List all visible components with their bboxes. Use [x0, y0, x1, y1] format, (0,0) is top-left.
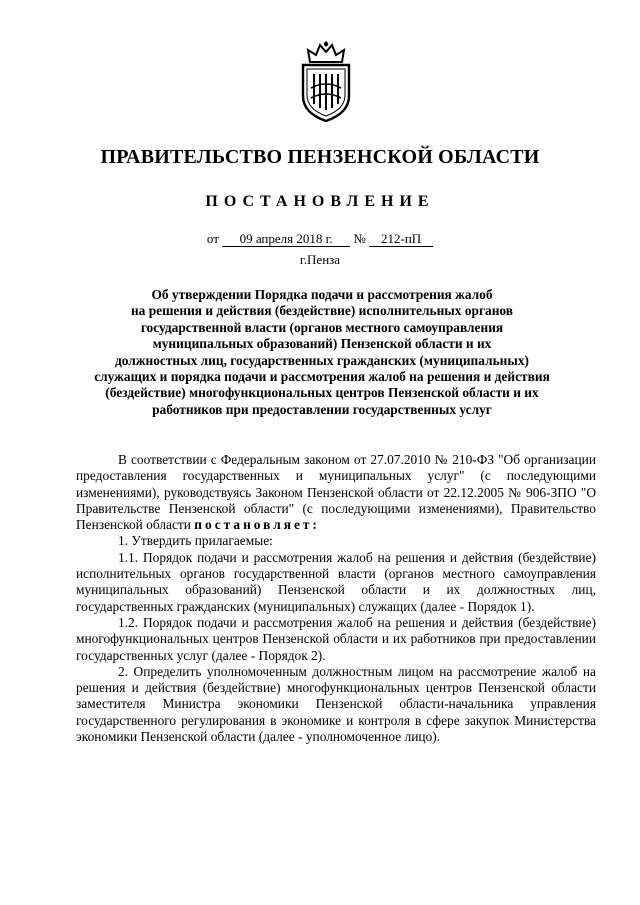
- document-heading: Об утверждении Порядка подачи и рассмотрения жалоб на решения и действия (бездействие) исполнительных органов государственной власти (органов местного самоуправления муниципальных образований) Пензенской области и их должностных лиц, государственных гражданских (муниципальных) служащих и порядка подачи и рассмотрения жалоб на решения и действия (бездействие) многофункциональных центров Пензенской области и их работников при предоставлении государственных услуг: [94, 287, 550, 417]
- document-number: 212-пП: [369, 232, 433, 247]
- number-prefix: №: [353, 231, 366, 246]
- item-1-2: 1.2. Порядок подачи и рассмотрения жалоб на решения и действия (бездействие) многофункциональных центров Пензенской области и их работников при предоставлении государственных услуг (далее - Порядок 2).: [76, 614, 596, 663]
- document-type: ПОСТАНОВЛЕНИЕ: [205, 193, 435, 210]
- document-city: г.Пенза: [299, 252, 341, 267]
- item-2: 2. Определить уполномоченным должностным лицом на рассмотрение жалоб на решения и действия (бездействие) многофункциональных центров Пензенской области заместителя Министра экономики Пензенской области-начальника управления государственного регулирования в экономике и контроля в сфере закупок Министерства экономики Пензенской области (далее - уполномоченное лицо).: [76, 663, 596, 745]
- date-prefix: от: [206, 231, 219, 246]
- decree-word: постановляет:: [194, 517, 320, 533]
- preamble-text: В соответствии с Федеральным законом от 27.07.2010 № 210-ФЗ "Об организации предоставления государственных и муниципальных услуг" (с последующими изменениями), руководствуясь Законом Пензенской области от 22.12.2005 № 906-ЗПО "О Правительстве Пензенской области" (с последующими изменениями), Правительство Пензенской области: [76, 452, 596, 533]
- date-number-line: [0, 231, 640, 247]
- item-1: 1. Утвердить прилагаемые:: [118, 533, 273, 549]
- document-date: 09 апреля 2018 г.: [222, 232, 350, 247]
- preamble-paragraph: [76, 452, 596, 533]
- item-1-1: 1.1. Порядок подачи и рассмотрения жалоб на решения и действия (бездействие) исполнительных органов государственной власти (органов местного самоуправления муниципальных образований) Пензенской области и их должностных лиц, государственных гражданских (муниципальных) служащих (далее - Порядок 1).: [76, 549, 596, 614]
- document-body: [76, 452, 596, 745]
- coat-of-arms-icon: [296, 40, 356, 124]
- government-title: ПРАВИТЕЛЬСТВО ПЕНЗЕНСКОЙ ОБЛАСТИ: [100, 146, 540, 168]
